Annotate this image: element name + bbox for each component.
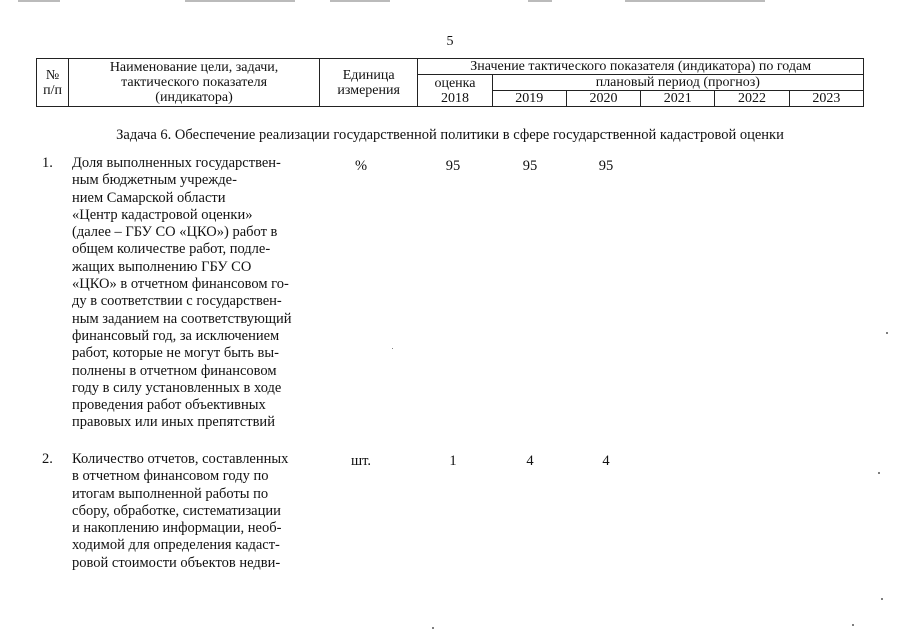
row-value-2020: 95 <box>598 158 614 174</box>
scan-speck <box>432 627 434 629</box>
scan-edge-mark <box>18 0 60 2</box>
header-plan-period-cell: плановый период (прогноз) <box>492 75 863 91</box>
row-value-2018: 95 <box>445 158 461 174</box>
header-number-cell: № п/п <box>37 59 69 107</box>
indicator-table-header <box>36 58 864 107</box>
header-year-cell: 2021 <box>641 91 715 107</box>
row-value-2019: 4 <box>526 453 534 469</box>
row-value-2019: 95 <box>522 158 538 174</box>
page-number: 5 <box>446 34 454 49</box>
scan-speck <box>881 598 883 600</box>
row-unit: % <box>354 158 368 174</box>
row-number: 1. <box>42 155 53 171</box>
scan-speck <box>392 348 393 349</box>
header-year-cell: 2019 <box>492 91 566 107</box>
header-unit-cell: Единица измерения <box>320 59 418 107</box>
header-year-cell: 2022 <box>715 91 789 107</box>
row-value-2020: 4 <box>602 453 610 469</box>
header-values-cell: Значение тактического показателя (индикатора) по годам <box>418 59 864 75</box>
scan-edge-mark <box>528 0 552 2</box>
task-heading: Задача 6. Обеспечение реализации государственной политики в сфере государственной кадастровой оценки <box>116 127 784 143</box>
scan-speck <box>852 624 854 626</box>
row-indicator-name: Количество отчетов, составленных в отчетном финансовом году по итогам выполненной работы по сбору, обработке, систематизации и накоплению информации, необ- ходимой для определения кадаст- ровой стоимости объектов недви- <box>72 451 289 571</box>
header-estimate-cell: оценка 2018 <box>418 75 492 107</box>
header-year-cell: 2023 <box>789 91 863 107</box>
scan-speck <box>886 332 888 334</box>
scan-edge-mark <box>330 0 390 2</box>
scan-speck <box>878 472 880 474</box>
header-name-cell: Наименование цели, задачи, тактического показателя (индикатора) <box>69 59 320 107</box>
row-indicator-name: Доля выполненных государствен- ным бюджетным учрежде- нием Самарской области «Центр кадастровой оценки» (далее – ГБУ СО «ЦКО») работ в общем количестве работ, подле- жащих выполнению ГБУ СО «ЦКО» в отчетном финансовом го- ду в соответствии с государствен- ным заданием на соответствующий финансовый год, за исключением работ, которые не могут быть вы- полнены в отчетном финансовом году в силу установленных в ходе проведения работ объективных правовых или иных препятствий <box>72 155 292 431</box>
row-number: 2. <box>42 451 53 467</box>
scan-edge-mark <box>185 0 295 2</box>
row-value-2018: 1 <box>449 453 457 469</box>
header-year-cell: 2020 <box>566 91 640 107</box>
row-unit: шт. <box>350 453 372 469</box>
scan-edge-mark <box>625 0 765 2</box>
